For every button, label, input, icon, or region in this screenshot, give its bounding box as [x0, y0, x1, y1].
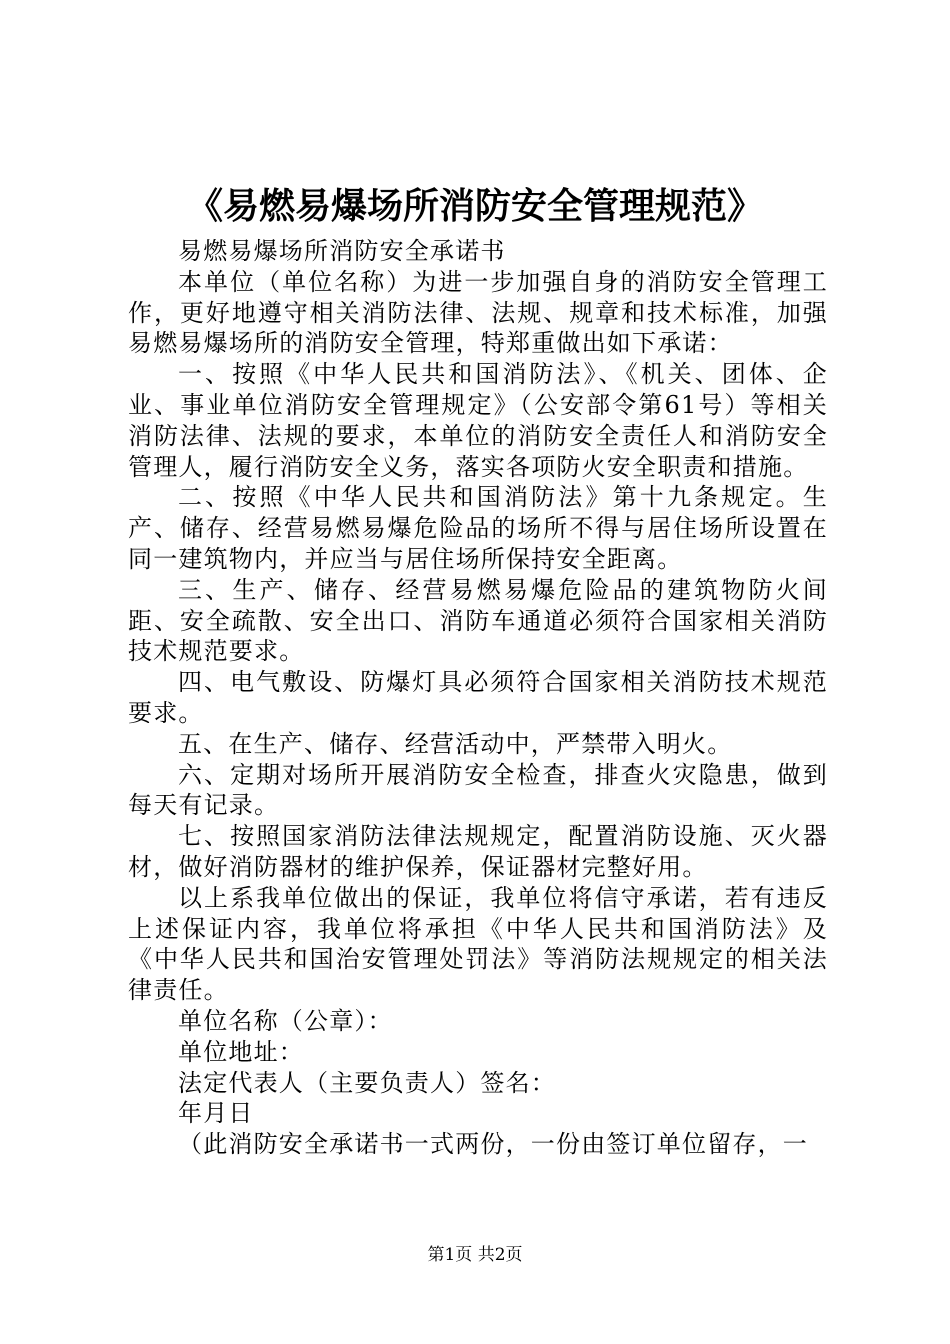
page-number: 第1页 共2页: [427, 1245, 523, 1265]
commitment-item-6: 六、定期对场所开展消防安全检查，排查火灾隐患，做到每天有记录。: [128, 760, 828, 820]
subtitle-paragraph: 易燃易爆场所消防安全承诺书: [178, 237, 506, 265]
unit-name-field: 单位名称（公章）：: [178, 1006, 393, 1035]
commitment-item-2: 二、按照《中华人民共和国消防法》第十九条规定。生产、储存、经营易燃易爆危险品的场所不得与居住场所设置在同一建筑物内，并应当与居住场所保持安全距离。: [128, 483, 828, 573]
commitment-item-5: 五、在生产、储存、经营活动中，严禁带入明火。: [178, 729, 733, 758]
date-field: 年月日: [178, 1099, 254, 1128]
note-paragraph: （此消防安全承诺书一式两份，一份由签订单位留存，一: [178, 1130, 808, 1159]
document-body: [128, 236, 828, 1160]
commitment-item-4: 四、电气敷设、防爆灯具必须符合国家相关消防技术规范要求。: [128, 668, 828, 727]
legal-representative-field: 法定代表人（主要负责人）签名：: [178, 1068, 556, 1097]
unit-address-field: 单位地址：: [178, 1037, 304, 1066]
commitment-item-3: 三、生产、储存、经营易燃易爆危险品的建筑物防火间距、安全疏散、安全出口、消防车通道必须符合国家相关消防技术规范要求。: [128, 575, 828, 666]
commitment-item-7: 七、按照国家消防法律法规规定，配置消防设施、灭火器材，做好消防器材的维护保养，保证器材完整好用。: [128, 822, 828, 881]
document-title: 《易燃易爆场所消防安全管理规范》: [186, 185, 763, 227]
intro-paragraph: 本单位（单位名称）为进一步加强自身的消防安全管理工作，更好地遵守相关消防法律、法规、规章和技术标准，加强易燃易爆场所的消防安全管理，特郑重做出如下承诺：: [128, 267, 828, 358]
guarantee-paragraph: 以上系我单位做出的保证，我单位将信守承诺，若有违反上述保证内容，我单位将承担《中华人民共和国消防法》及《中华人民共和国治安管理处罚法》等消防法规规定的相关法律责任。: [128, 883, 828, 1005]
commitment-item-1: 一、按照《中华人民共和国消防法》、《机关、团体、企业、事业单位消防安全管理规定》（公安部令第61号）等相关消防法律、法规的要求，本单位的消防安全责任人和消防安全管理人，履行消防安全义务，落实各项防火安全职责和措施。: [128, 360, 828, 481]
